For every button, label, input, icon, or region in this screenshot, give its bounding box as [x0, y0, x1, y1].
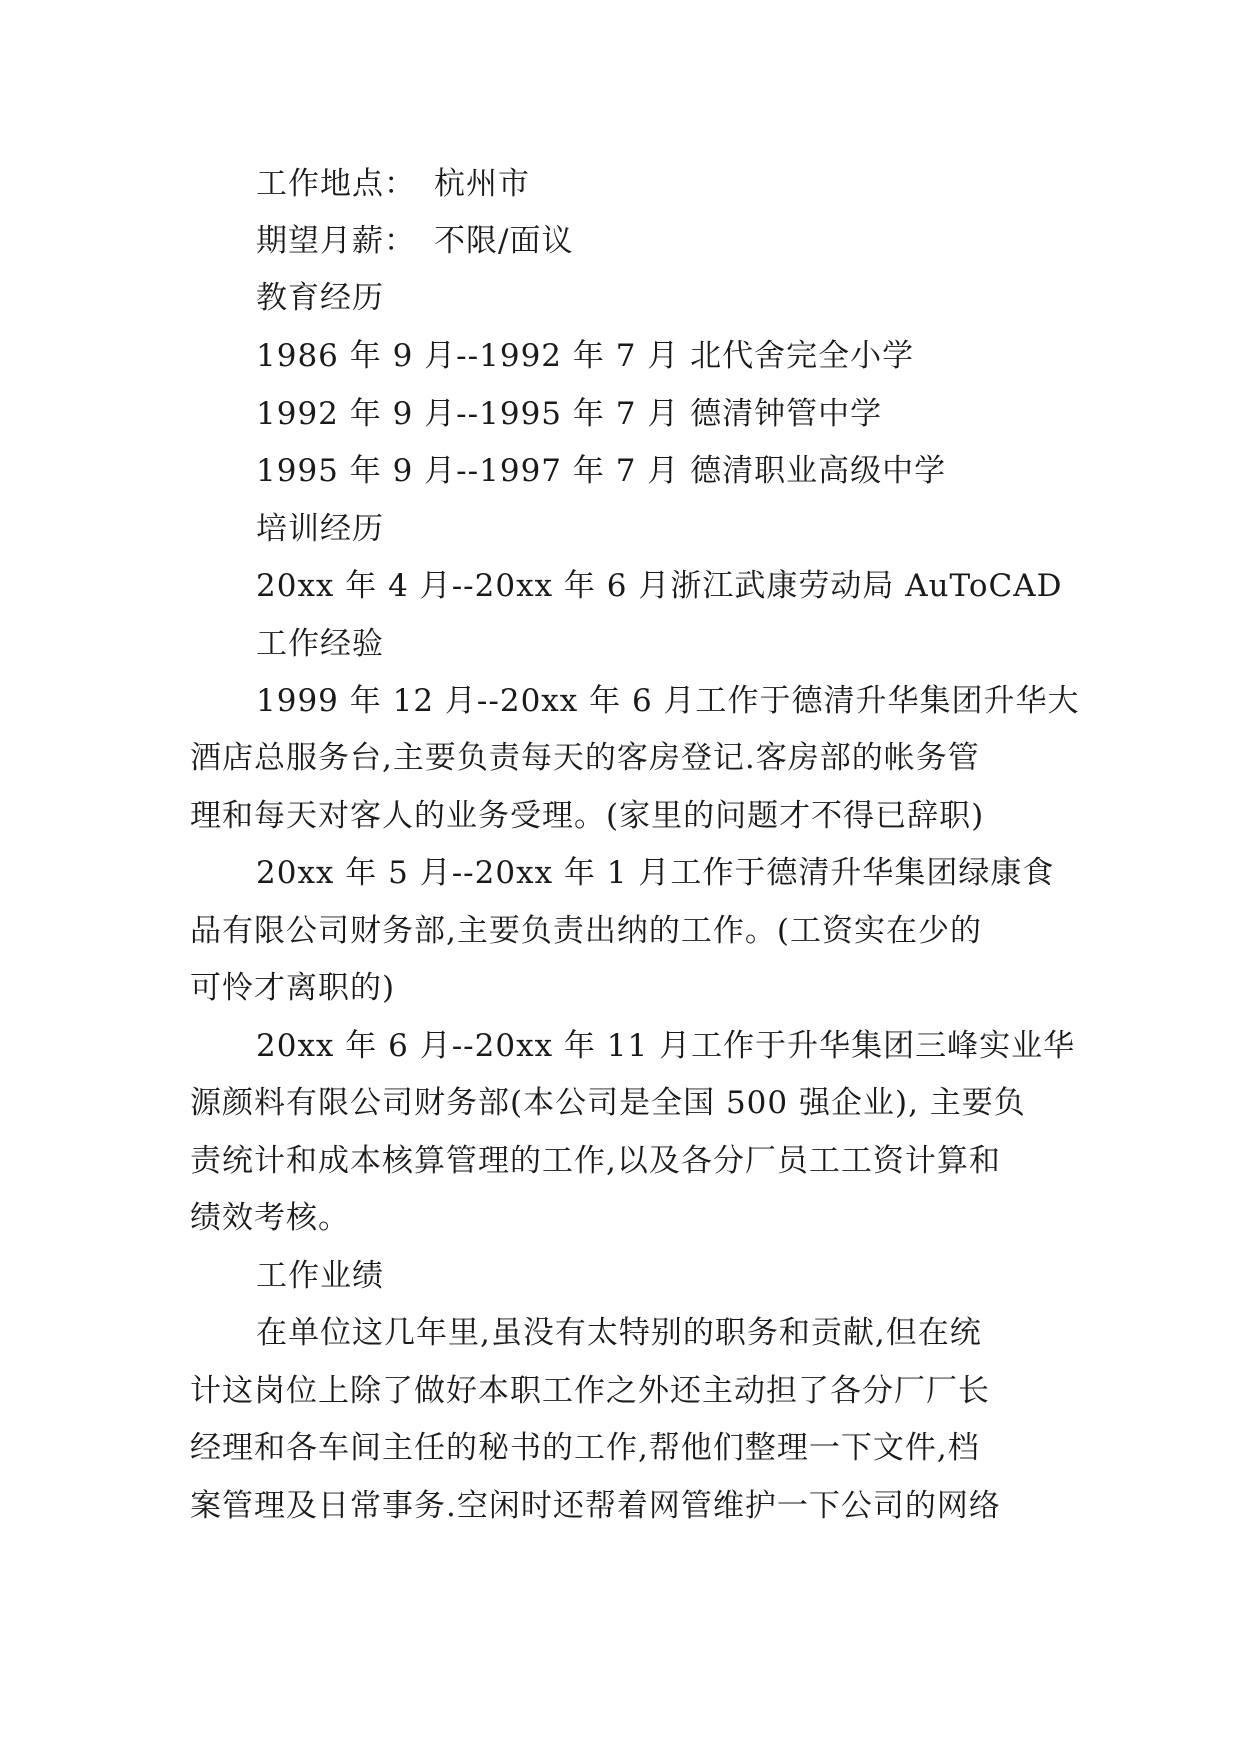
- work-location-label: 工作地点：: [256, 166, 416, 202]
- expected-salary-value: 不限/面议: [434, 223, 574, 259]
- education-item: 1992 年 9 月--1995 年 7 月 德清钟管中学: [256, 396, 883, 432]
- education-item: 1995 年 9 月--1997 年 7 月 德清职业高级中学: [256, 453, 947, 489]
- work-experience-line: 20xx 年 6 月--20xx 年 11 月工作于升华集团三峰实业华: [256, 1028, 1076, 1064]
- achievements-line: 在单位这几年里,虽没有太特别的职务和贡献,但在统: [256, 1315, 982, 1351]
- work-experience-line: 可怜才离职的): [190, 970, 396, 1006]
- work-experience-line: 酒店总服务台,主要负责每天的客房登记.客房部的帐务管: [190, 740, 980, 776]
- education-item: 1986 年 9 月--1992 年 7 月 北代舍完全小学: [256, 338, 915, 374]
- expected-salary-row: [256, 221, 573, 261]
- work-experience-line: 20xx 年 5 月--20xx 年 1 月工作于德清升华集团绿康食: [256, 855, 1055, 891]
- education-heading: 教育经历: [256, 280, 384, 316]
- training-heading: 培训经历: [256, 511, 384, 547]
- achievements-heading: 工作业绩: [256, 1258, 384, 1294]
- work-experience-line: 责统计和成本核算管理的工作,以及各分厂员工工资计算和: [190, 1143, 1001, 1179]
- achievements-line: 计这岗位上除了做好本职工作之外还主动担了各分厂厂长: [190, 1373, 990, 1409]
- work-location-row: [256, 164, 530, 204]
- training-item: 20xx 年 4 月--20xx 年 6 月浙江武康劳动局 AuToCAD: [256, 568, 1063, 604]
- achievements-line: 案管理及日常事务.空闲时还帮着网管维护一下公司的网络: [190, 1488, 1001, 1524]
- expected-salary-label: 期望月薪：: [256, 223, 416, 259]
- work-experience-line: 绩效考核。: [190, 1200, 350, 1236]
- work-experience-line: 1999 年 12 月--20xx 年 6 月工作于德清升华集团升华大: [256, 683, 1080, 719]
- achievements-line: 经理和各车间主任的秘书的工作,帮他们整理一下文件,档: [190, 1430, 980, 1466]
- work-experience-line: 品有限公司财务部,主要负责出纳的工作。(工资实在少的: [190, 913, 982, 949]
- work-location-value: 杭州市: [434, 166, 530, 202]
- work-experience-line: 源颜料有限公司财务部(本公司是全国 500 强企业), 主要负: [190, 1085, 1026, 1121]
- work-experience-heading: 工作经验: [256, 626, 384, 662]
- work-experience-line: 理和每天对客人的业务受理。(家里的问题才不得已辞职): [190, 798, 985, 834]
